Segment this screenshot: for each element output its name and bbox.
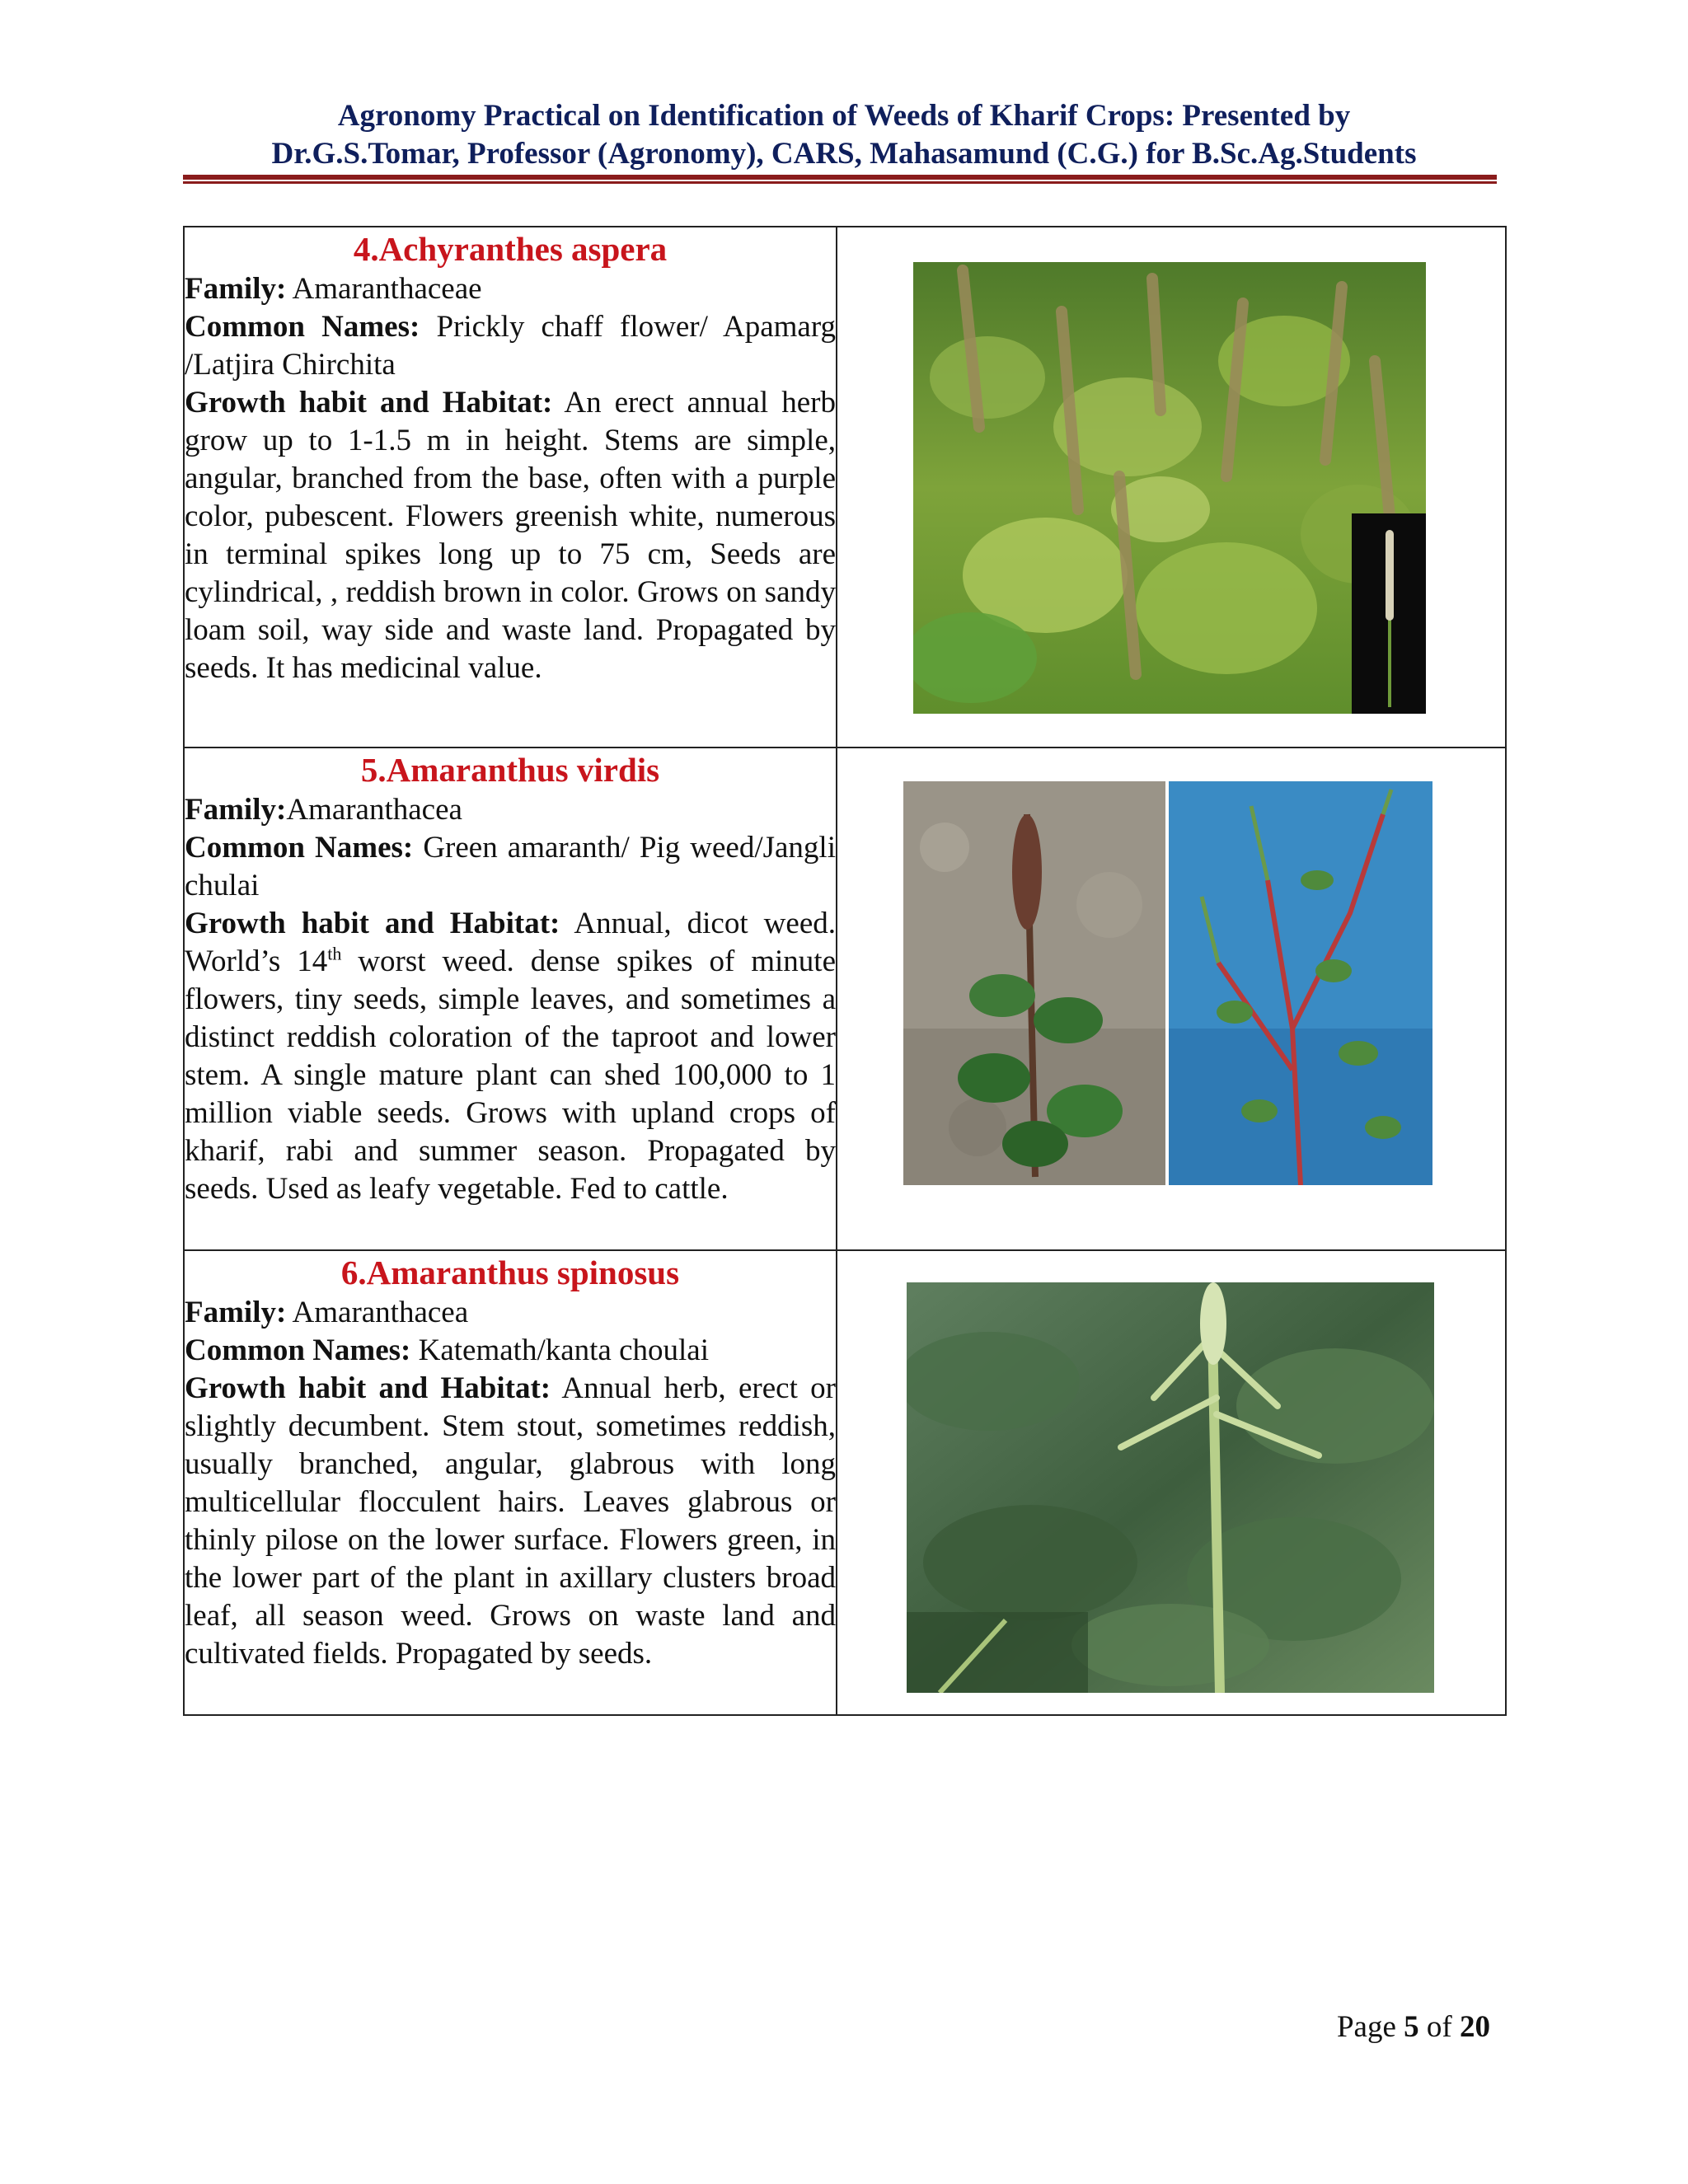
- table-row: [184, 227, 1506, 748]
- weed-description-cell: [184, 1250, 837, 1715]
- common-names-value: Prickly chaff flower/ Apamarg /Latjira Chirchita: [185, 310, 836, 382]
- habit-line: [185, 384, 836, 687]
- common-names-line: [185, 308, 836, 384]
- habit-label: Growth habit and Habitat:: [185, 386, 553, 419]
- weed-description-cell: [184, 227, 837, 748]
- family-label: Family:: [185, 793, 287, 827]
- family-label: Family:: [185, 272, 287, 306]
- weed-image-cell: [837, 227, 1506, 748]
- family-label: Family:: [185, 1296, 287, 1329]
- document-header: [181, 97, 1507, 173]
- table-row: [184, 1250, 1506, 1715]
- header-line-2: Dr.G.S.Tomar, Professor (Agronomy), CARS, Mahasamund (C.G.) for B.Sc.Ag.Students: [271, 137, 1417, 171]
- common-names-label: Common Names:: [185, 831, 414, 865]
- amaranthus-virdis-photo-left: [903, 781, 1165, 1185]
- of-word: of: [1418, 2010, 1460, 2044]
- common-names-line: [185, 829, 836, 905]
- table-row: [184, 748, 1506, 1250]
- family-line: [185, 791, 836, 829]
- header-line-1: Agronomy Practical on Identification of Weeds of Kharif Crops: Presented by: [337, 99, 1351, 133]
- current-page: 5: [1404, 2010, 1419, 2044]
- habit-label: Growth habit and Habitat:: [185, 907, 560, 940]
- weed-title: 5.Amaranthus virdis: [360, 751, 660, 789]
- common-names-label: Common Names:: [185, 1333, 411, 1367]
- habit-line: [185, 1370, 836, 1673]
- weed-title: 6.Amaranthus spinosus: [340, 1254, 680, 1291]
- habit-value-post: worst weed. dense spikes of minute flowers, tiny seeds, simple leaves, and sometimes a distinct reddish coloration of the taproot and lower stem. A single mature plant can shed 100,000 to 1 million viable seeds. Grows with upland crops of kharif, rabi and summer season. Propagated by seeds. Used as leafy vegetable. Fed to cattle.: [185, 944, 836, 1206]
- family-value: Amaranthacea: [286, 1296, 469, 1329]
- habit-line: [185, 905, 836, 1208]
- page-word: Page: [1336, 2010, 1404, 2044]
- habit-label: Growth habit and Habitat:: [185, 1371, 551, 1405]
- family-line: [185, 270, 836, 308]
- weed-title: 4.Achyranthes aspera: [353, 230, 668, 268]
- common-names-value: Green amaranth/ Pig weed/Jangli chulai: [185, 831, 836, 902]
- common-names-label: Common Names:: [185, 310, 420, 344]
- weeds-table: [183, 226, 1507, 1716]
- family-line: [185, 1294, 836, 1332]
- family-value: Amaranthaceae: [286, 272, 482, 306]
- family-value: Amaranthacea: [286, 793, 462, 827]
- habit-value: An erect annual herb grow up to 1-1.5 m in height. Stems are simple, angular, branched from the base, often with a purple color, pubescent. Flowers greenish white, numerous in terminal spikes long up to 75 cm, Seeds are cylindrical, , reddish brown in color. Grows on sandy loam soil, way side and waste land. Propagated by seeds. It has medicinal value.: [185, 386, 836, 685]
- habit-superscript: th: [327, 943, 342, 964]
- page-number: [1154, 2009, 1490, 2045]
- habit-value: Annual herb, erect or slightly decumbent. Stem stout, sometimes reddish, usually branched, angular, glabrous with long multicellular flocculent hairs. Leaves glabrous or thinly pilose on the lower surface. Flowers green, in the lower part of the plant in axillary clusters broad leaf, all season weed. Grows on waste land and cultivated fields. Propagated by seeds.: [185, 1371, 836, 1671]
- amaranthus-spinosus-photo: [907, 1282, 1434, 1693]
- weed-image-cell: [837, 1250, 1506, 1715]
- common-names-value: Katemath/kanta choulai: [410, 1333, 710, 1367]
- achyranthes-photo: [913, 262, 1426, 714]
- common-names-line: [185, 1332, 836, 1370]
- header-rule-thick: [183, 175, 1497, 180]
- weed-description-cell: [184, 748, 837, 1250]
- habit-value-pre: Annual, dicot weed. World’s 14: [185, 907, 836, 978]
- amaranthus-virdis-photo-right: [1169, 781, 1432, 1185]
- header-rule-thin: [183, 181, 1497, 184]
- total-pages: 20: [1460, 2010, 1490, 2044]
- weed-image-cell: [837, 748, 1506, 1250]
